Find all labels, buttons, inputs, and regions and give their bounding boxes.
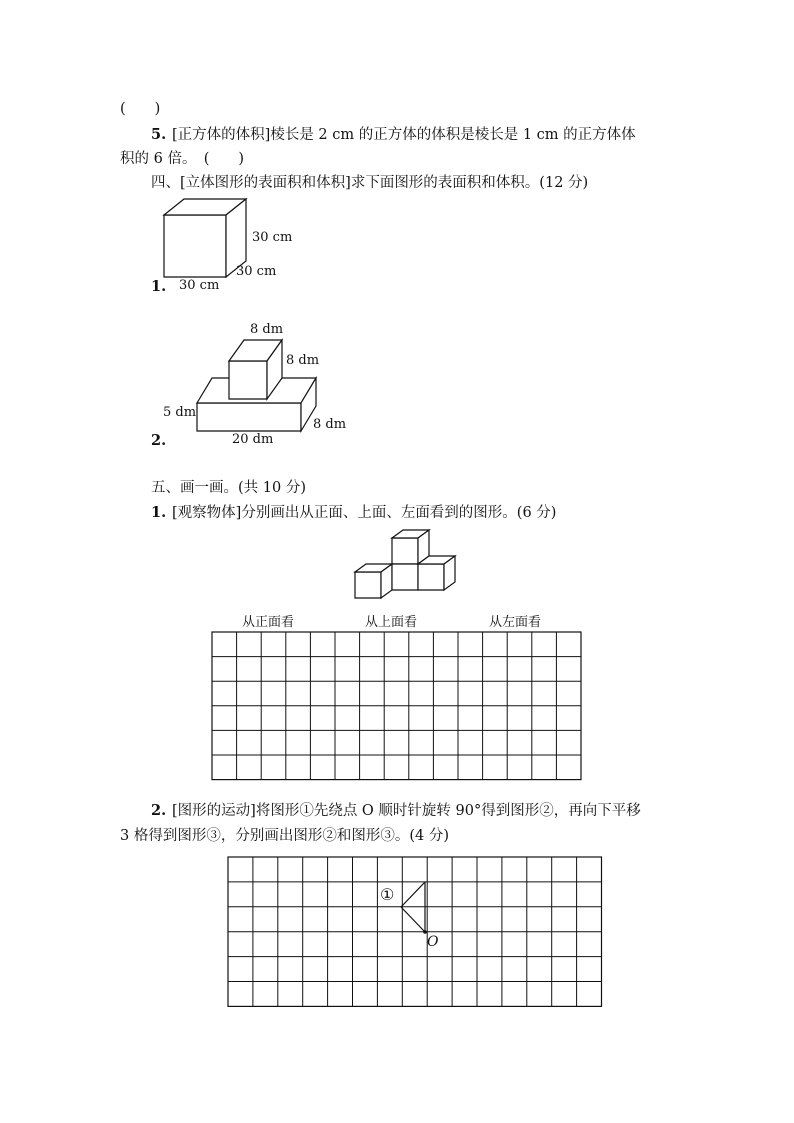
section-5-q2-line1: [图形的运动]将图形①先绕点 O 顺时针旋转 90°得到图形②，再向下平移 <box>172 803 641 819</box>
top-cube-height-label: 8 dm <box>286 353 320 368</box>
section-5-q1-text: [观察物体]分别画出从正面、上面、左面看到的图形。(6 分) <box>172 505 557 521</box>
base-height-label: 5 dm <box>163 405 197 420</box>
question-5-line1: [正方体的体积]棱长是 2 cm 的正方体的体积是棱长是 1 cm 的正方体体 <box>172 127 636 143</box>
cube-width-label: 30 cm <box>179 278 220 293</box>
point-o-label: O <box>427 934 439 950</box>
base-depth-label: 8 dm <box>313 417 347 432</box>
question-5-number: 5. <box>151 126 167 143</box>
section-5-q2-line2: 3 格得到图形③，分别画出图形②和图形③。(4 分) <box>120 828 449 844</box>
section-5-title: 五、画一画。(共 10 分) <box>151 480 306 496</box>
section-5-q2-number: 2. <box>151 802 167 819</box>
question-5-line2: 积的 6 倍。 ( ) <box>120 151 245 167</box>
figure-1-number: 1. <box>151 278 167 295</box>
question-4-answer-paren: ( ) <box>120 101 161 117</box>
view-front-label: 从正面看 <box>242 615 295 630</box>
base-width-label: 20 dm <box>232 432 274 447</box>
shape-1-label: ① <box>380 885 395 904</box>
view-left-label: 从左面看 <box>489 615 542 630</box>
figure-2-number: 2. <box>151 432 167 449</box>
top-cube-width-label: 8 dm <box>250 322 284 337</box>
section-4-title: 四、[立体图形的表面积和体积]求下面图形的表面积和体积。(12 分) <box>151 175 589 191</box>
view-top-label: 从上面看 <box>365 615 418 630</box>
cube-height-label: 30 cm <box>252 230 293 245</box>
section-5-q1-number: 1. <box>151 504 167 521</box>
cube-depth-label: 30 cm <box>236 264 277 279</box>
